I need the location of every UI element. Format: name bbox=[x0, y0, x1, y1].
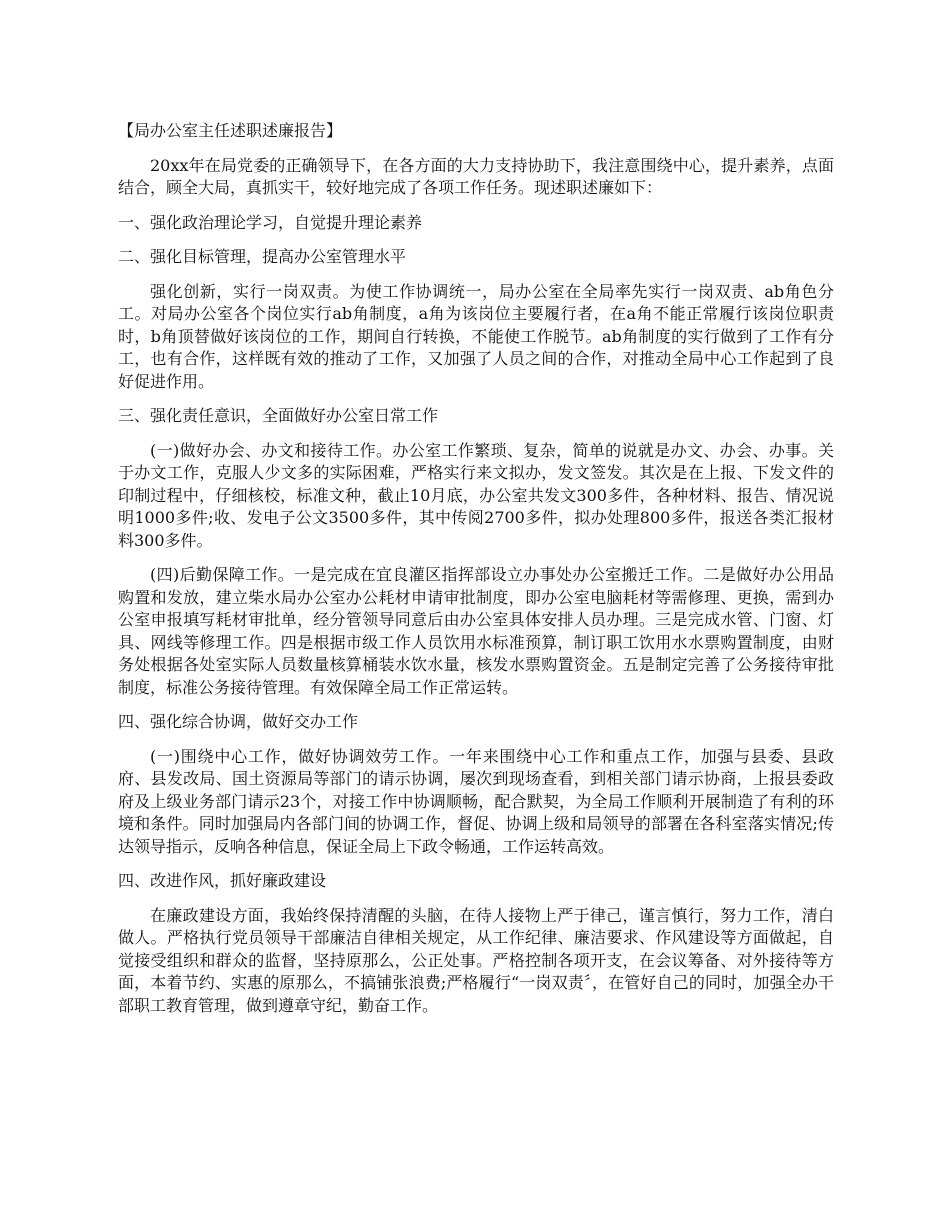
section-heading-5: 四、改进作风，抓好廉政建设 bbox=[118, 871, 327, 890]
section-4-paragraph: (一)围绕中心工作，做好协调效劳工作。一年来围绕中心工作和重点工作，加强与县委、县政府、县发改局、国土资源局等部门的请示协调，屡次到现场查看，到相关部门请示协商，上报县委政府及上级业务部门请示23个，对接工作中协调顺畅，配合默契，为全局工作顺利开展制造了有利的环境和条件。同时加强局内各部门间的协调工作，督促、协调上级和局领导的部署在各科室落实情况;传达领导指示，反响各种信息，保证全局上下政令畅通，工作运转高效。 bbox=[118, 746, 834, 856]
section-5-paragraph: 在廉政建设方面，我始终保持清醒的头脑，在待人接物上严于律己，谨言慎行，努力工作，清白做人。严格执行党员领导干部廉洁自律相关规定，从工作纪律、廉洁要求、作风建设等方面做起，自觉接受组织和群众的监督，坚持原那么，公正处事。严格控制各项开支，在会议筹备、对外接待等方面，本着节约、实惠的原那么，不搞铺张浪费;严格履行“一岗双责〞，在管好自己的同时，加强全办干部职工教育管理，做到遵章守纪，勤奋工作。 bbox=[118, 905, 834, 1015]
section-2-paragraph: 强化创新，实行一岗双责。为使工作协调统一，局办公室在全局率先实行一岗双责、ab角色分工。对局办公室各个岗位实行ab角制度，a角为该岗位主要履行者，在a角不能正常履行该岗位职责时，b角顶替做好该岗位的工作，期间自行转换，不能使工作脱节。ab角制度的实行做到了工作有分工，也有合作，这样既有效的推动了工作，又加强了人员之间的合作，对推动全局中心工作起到了良好促进作用。 bbox=[118, 281, 834, 391]
section-3-paragraph-4: (四)后勤保障工作。一是完成在宜良灌区指挥部设立办事处办公室搬迁工作。二是做好办公用品购置和发放，建立柴水局办公室办公耗材申请审批制度，即办公室电脑耗材等需修理、更换，需到办公室申报填写耗材审批单，经分管领导同意后由办公室具体安排人员办理。三是完成水管、门窗、灯具、网线等修理工作。四是根据市级工作人员饮用水标准预算，制订职工饮用水水票购置制度，由财务处根据各处室实际人员数量核算桶装水饮水量，核发水票购置资金。五是制定完善了公务接待审批制度，标准公务接待管理。有效保障全局工作正常运转。 bbox=[118, 565, 834, 697]
intro-paragraph: 20xx年在局党委的正确领导下，在各方面的大力支持协助下，我注意围绕中心，提升素养，点面结合，顾全大局，真抓实干，较好地完成了各项工作任务。现述职述廉如下： bbox=[118, 155, 834, 197]
document-page bbox=[118, 120, 834, 1029]
section-3-paragraph-1: (一)做好办会、办文和接待工作。办公室工作繁琐、复杂，简单的说就是办文、办会、办事。关于办文工作，克服人少文多的实际困难，严格实行来文拟办，发文签发。其次是在上报、下发文件的印制过程中，仔细核校，标准文种，截止10月底，办公室共发文300多件，各种材料、报告、情况说明1000多件;收、发电子公文3500多件，其中传阅2700多件，拟办处理800多件，报送各类汇报材料300多件。 bbox=[118, 440, 834, 550]
document-title: 【局办公室主任述职述廉报告】 bbox=[118, 121, 343, 140]
section-heading-2: 二、强化目标管理，提高办公室管理水平 bbox=[118, 247, 407, 266]
section-heading-1: 一、强化政治理论学习，自觉提升理论素养 bbox=[118, 212, 423, 232]
section-heading-4: 四、强化综合协调，做好交办工作 bbox=[118, 712, 359, 731]
section-heading-3: 三、强化责任意识，全面做好办公室日常工作 bbox=[118, 406, 439, 425]
